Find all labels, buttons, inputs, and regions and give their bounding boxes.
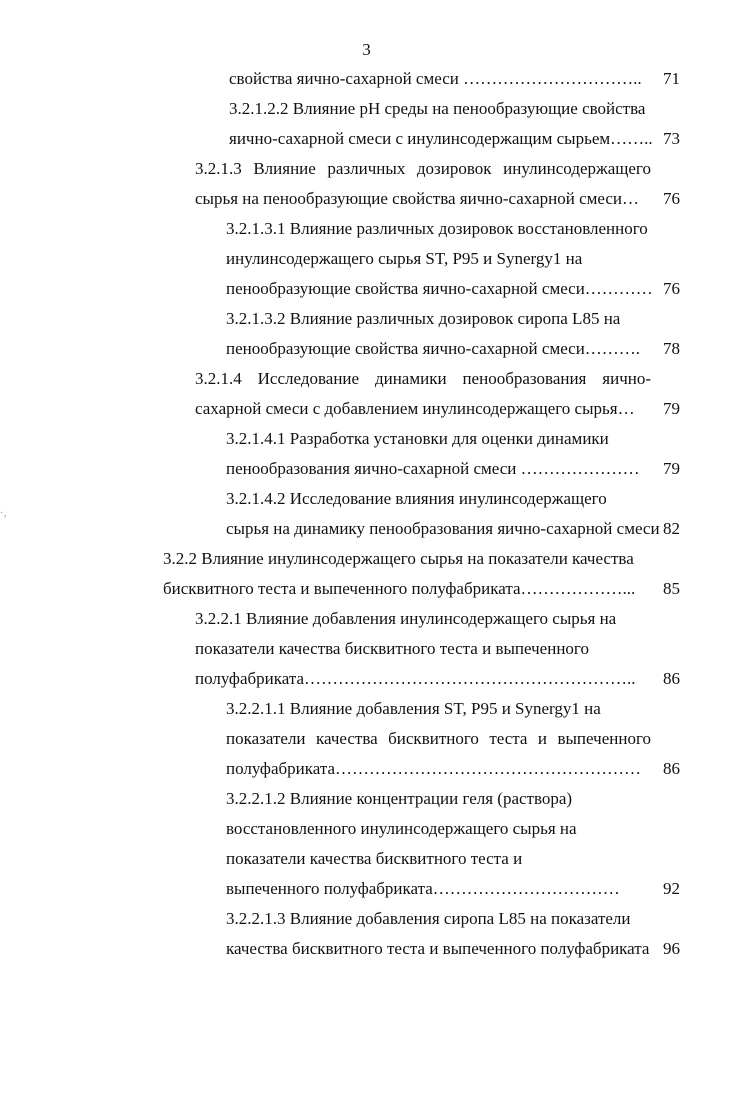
toc-page-number: 86 <box>663 759 680 778</box>
toc-line: сырья на пенообразующие свойства яично-сахарной смеси… <box>195 189 639 208</box>
toc-line: сахарной смеси с добавлением инулинсодержащего сырья… <box>195 399 635 418</box>
toc-line: полуфабриката……………………………………………… <box>226 759 642 778</box>
toc-page-number: 92 <box>663 879 680 898</box>
toc-page-number: 73 <box>663 129 680 148</box>
toc-line: 3.2.1.2.2 Влияние pH среды на пенообразующие свойства <box>229 99 646 118</box>
toc-line: 3.2.1.3.1 Влияние различных дозировок восстановленного <box>226 219 648 238</box>
toc-line: 3.2.2.1.1 Влияние добавления ST, P95 и Synergy1 на <box>226 699 601 718</box>
page-number: 3 <box>362 40 371 59</box>
toc-page-number: 76 <box>663 189 680 208</box>
toc-line: пенообразующие свойства яично-сахарной смеси………… <box>226 279 653 298</box>
toc-line: 3.2.1.4 Исследование динамики пенообразования яично- <box>195 369 651 388</box>
toc-line: пенообразования яично-сахарной смеси ………………… <box>226 459 640 478</box>
toc-line: 3.2.1.4.2 Исследование влияния инулинсодержащего <box>226 489 607 508</box>
toc-page-number: 79 <box>663 399 680 418</box>
toc-line: яично-сахарной смеси с инулинсодержащим сырьем…….. <box>229 129 653 148</box>
toc-line: 3.2.2 Влияние инулинсодержащего сырья на показатели качества <box>163 549 634 568</box>
toc-line: выпеченного полуфабриката…………………………… <box>226 879 620 898</box>
toc-line: бисквитного теста и выпеченного полуфабриката………………... <box>163 579 636 598</box>
toc-line: 3.2.2.1.2 Влияние концентрации геля (раствора) <box>226 789 573 808</box>
toc-page-number: 96 <box>663 939 680 958</box>
toc-line: инулинсодержащего сырья ST, P95 и Synergy1 на <box>226 249 583 268</box>
toc-line: качества бисквитного теста и выпеченного полуфабриката <box>226 939 650 958</box>
toc-line: показатели качества бисквитного теста и <box>226 849 523 868</box>
toc-line: 3.2.1.4.1 Разработка установки для оценки динамики <box>226 429 609 448</box>
toc-page-number: 85 <box>663 579 680 598</box>
toc-line: пенообразующие свойства яично-сахарной смеси………. <box>226 339 641 358</box>
toc-line: свойства яично-сахарной смеси ………………………….. <box>229 69 642 88</box>
toc-line: восстановленного инулинсодержащего сырья на <box>226 819 577 838</box>
toc-page-number: 79 <box>663 459 680 478</box>
toc-page-number: 78 <box>663 339 680 358</box>
toc-line: сырья на динамику пенообразования яично-сахарной смеси <box>226 519 660 538</box>
margin-mark: ·‚ <box>0 508 7 519</box>
toc-page-number: 76 <box>663 279 680 298</box>
toc-line: 3.2.2.1.3 Влияние добавления сиропа L85 на показатели <box>226 909 631 928</box>
toc-page-number: 86 <box>663 669 680 688</box>
toc-line: 3.2.1.3 Влияние различных дозировок инулинсодержащего <box>195 159 651 178</box>
toc-line: показатели качества бисквитного теста и выпеченного <box>195 639 589 658</box>
toc-page-number: 71 <box>663 69 680 88</box>
toc-line: показатели качества бисквитного теста и выпеченного <box>226 729 651 748</box>
toc-line: полуфабриката………………………………………………….. <box>195 669 636 688</box>
toc-line: 3.2.2.1 Влияние добавления инулинсодержащего сырья на <box>195 609 617 628</box>
toc-line: 3.2.1.3.2 Влияние различных дозировок сиропа L85 на <box>226 309 621 328</box>
toc-page-number: 82 <box>663 519 680 538</box>
